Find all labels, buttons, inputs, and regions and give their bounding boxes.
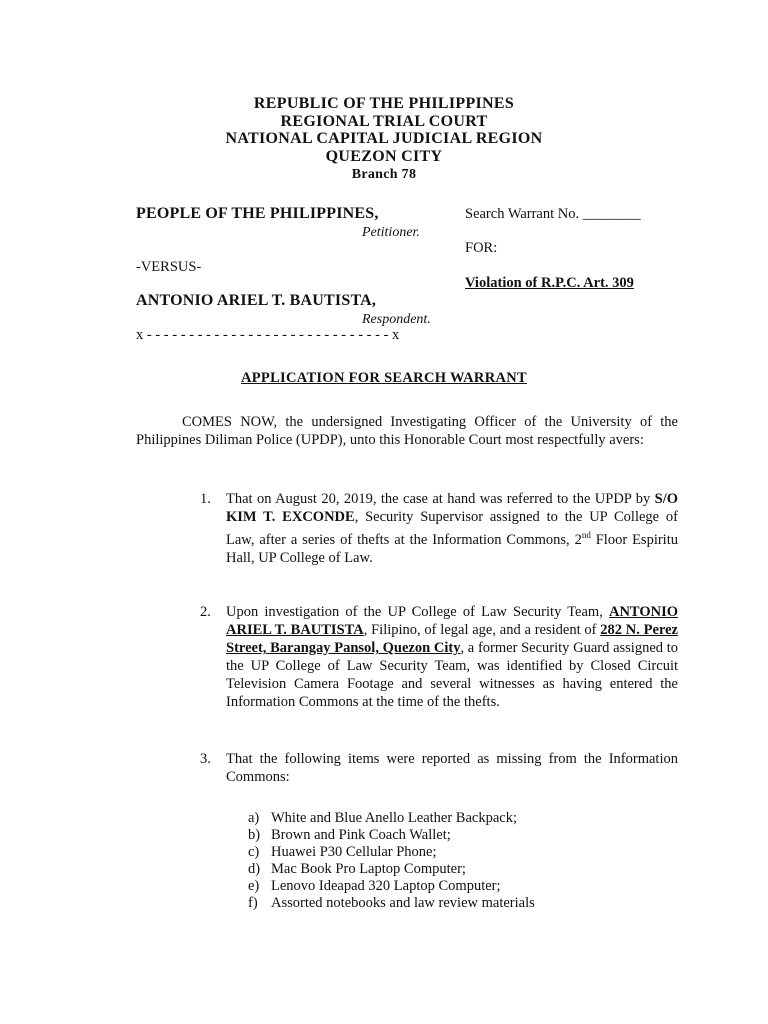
item-letter: a): [248, 810, 260, 826]
header-court: REGIONAL TRIAL COURT: [280, 113, 488, 130]
item-text: Huawei P30 Cellular Phone;: [271, 844, 437, 860]
list-item: [0, 827, 768, 844]
para1-text-a: That on August 20, 2019, the case at hand was referred to the UPDP by: [226, 491, 651, 507]
list-item: [0, 878, 768, 895]
petitioner-name: PEOPLE OF THE PHILIPPINES,: [136, 205, 379, 222]
item-text: Mac Book Pro Laptop Computer;: [271, 861, 466, 877]
para2-text-a: Upon investigation of the UP College of Law Security Team,: [226, 604, 603, 620]
list-item: [0, 895, 768, 912]
officer-name: S/O KIM T. EXCONDE: [226, 491, 678, 525]
item-letter: f): [248, 895, 258, 911]
para2-text-c: , a former Security Guard assigned to the UP College of Law Security Team, was identified by Closed Circuit Television Camera Footage and several witnesses as having entered the Information Commons at the time of the thefts.: [226, 640, 678, 710]
header-city: QUEZON CITY: [325, 148, 443, 165]
petitioner-role: Petitioner.: [362, 225, 420, 240]
intro-paragraph: COMES NOW, the undersigned Investigating Officer of the University of the Philippines Diliman Police (UPDP), unto this Honorable Court most respectfully avers:: [136, 414, 678, 448]
para2-text: [226, 603, 678, 711]
list-item: [0, 861, 768, 878]
para1-text-b: , Security Supervisor assigned to the UP College of Law, after a series of thefts at the Information Commons, 2: [226, 509, 678, 548]
caption-separator: x - - - - - - - - - - - - - - - - - - - - - - - - - - - - - x: [136, 327, 400, 343]
list-item: [0, 810, 768, 827]
list-item: [0, 844, 768, 861]
item-text: Brown and Pink Coach Wallet;: [271, 827, 451, 843]
para3-number: 3.: [200, 751, 211, 767]
suspect-address: 282 N. Perez Street, Barangay Pansol, Quezon City: [226, 622, 678, 656]
for-label: FOR:: [465, 240, 498, 256]
ordinal-sup: nd: [581, 530, 591, 540]
document-title: APPLICATION FOR SEARCH WARRANT: [240, 370, 527, 386]
versus-label: -VERSUS-: [136, 259, 202, 275]
para2-text-b: , Filipino, of legal age, and a resident of: [363, 622, 597, 638]
para1-text-c: Floor Espiritu Hall, UP College of Law.: [226, 531, 678, 566]
respondent-name: ANTONIO ARIEL T. BAUTISTA,: [136, 292, 377, 309]
violation-label: Violation of R.P.C. Art. 309: [465, 275, 634, 291]
para3-text: That the following items were reported as missing from the Information Commons:: [226, 751, 678, 785]
para2-number: 2.: [200, 604, 211, 620]
respondent-role: Respondent.: [362, 312, 431, 327]
header-region: NATIONAL CAPITAL JUDICIAL REGION: [225, 130, 543, 147]
item-letter: c): [248, 844, 260, 860]
search-warrant-number: Search Warrant No. ________: [465, 206, 641, 222]
header-republic: REPUBLIC OF THE PHILIPPINES: [253, 95, 515, 112]
item-letter: e): [248, 878, 260, 894]
suspect-name: ANTONIO ARIEL T. BAUTISTA: [226, 604, 679, 638]
para1-number: 1.: [200, 491, 211, 507]
item-text: Lenovo Ideapad 320 Laptop Computer;: [271, 878, 501, 894]
item-letter: b): [248, 827, 261, 843]
item-text: White and Blue Anello Leather Backpack;: [271, 810, 518, 826]
para1-text: [226, 490, 678, 567]
header-branch: Branch 78: [351, 167, 417, 182]
item-text: Assorted notebooks and law review materials: [271, 895, 535, 911]
item-letter: d): [248, 861, 261, 877]
